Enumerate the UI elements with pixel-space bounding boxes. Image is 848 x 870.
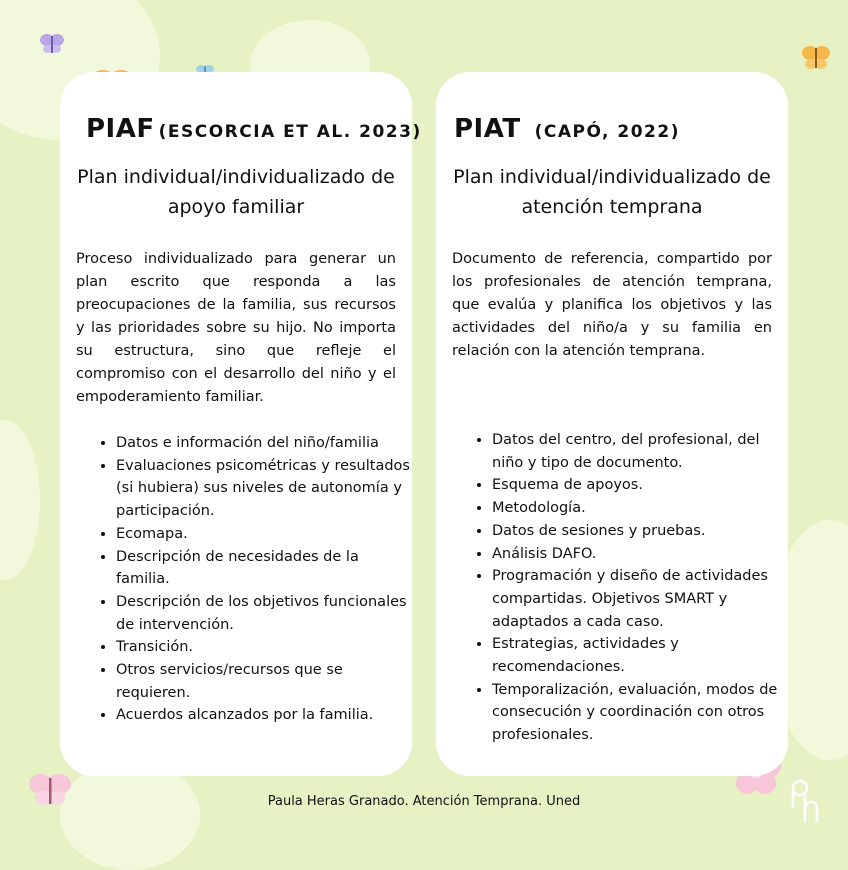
piaf-title-main: PIAF xyxy=(86,114,155,144)
list-item: • Esquema de apoyos. xyxy=(492,474,792,497)
piat-title-main: PIAT xyxy=(454,114,521,144)
list-item: • Otros servicios/recursos que se requieren. xyxy=(116,659,416,704)
list-item: • Acuerdos alcanzados por la familia. xyxy=(116,704,416,727)
list-item: • Estrategias, actividades y recomendaciones. xyxy=(492,633,792,678)
list-item: • Datos de sesiones y pruebas. xyxy=(492,520,792,543)
list-item: • Descripción de los objetivos funcionales de intervención. xyxy=(116,591,416,636)
background-flower-shape xyxy=(0,420,40,580)
piat-subtitle: Plan individual/individualizado de atención temprana xyxy=(453,166,771,218)
list-item: • Temporalización, evaluación, modos de consecución y coordinación con otros profesionales. xyxy=(492,679,792,747)
footer-credit: Paula Heras Granado. Atención Temprana. Uned xyxy=(267,794,581,809)
list-item: • Datos e información del niño/familia xyxy=(116,432,416,455)
background-flower-shape xyxy=(60,760,200,870)
piat-title-reference: (CAPÓ, 2022) xyxy=(534,122,680,142)
butterfly-icon xyxy=(38,30,66,58)
list-item: • Transición. xyxy=(116,636,416,659)
piat-bullet-list xyxy=(472,429,792,747)
list-item: • Programación y diseño de actividades compartidas. Objetivos SMART y adaptados a cada caso. xyxy=(492,565,792,633)
butterfly-icon xyxy=(800,42,832,74)
piaf-subtitle: Plan individual/individualizado de apoyo familiar xyxy=(77,166,395,218)
piat-title xyxy=(454,114,680,144)
piaf-description: Proceso individualizado para generar un plan escrito que responda a las preocupaciones de la familia, sus recursos y las prioridades sobre su hijo. No importa su estructura, sino que refleje el compromiso con el desarrollo del niño y el empoderamiento familiar. xyxy=(76,251,396,405)
list-item: • Evaluaciones psicométricas y resultados (si hubiera) sus niveles de autonomía y participación. xyxy=(116,455,416,523)
list-item: • Descripción de necesidades de la familia. xyxy=(116,546,416,591)
list-item: • Datos del centro, del profesional, del niño y tipo de documento. xyxy=(492,429,792,474)
list-item: • Análisis DAFO. xyxy=(492,543,792,566)
piaf-title-reference: (ESCORCIA ET AL. 2023) xyxy=(158,122,422,142)
list-item: • Ecomapa. xyxy=(116,523,416,546)
list-item: • Metodología. xyxy=(492,497,792,520)
piaf-title xyxy=(86,114,422,144)
piat-description: Documento de referencia, compartido por los profesionales de atención temprana, que evalúa y planifica los objetivos y las actividades del niño/a y su familia en relación con la atención temprana. xyxy=(452,251,772,359)
author-logo-icon xyxy=(790,778,820,824)
piaf-bullet-list xyxy=(96,432,416,727)
